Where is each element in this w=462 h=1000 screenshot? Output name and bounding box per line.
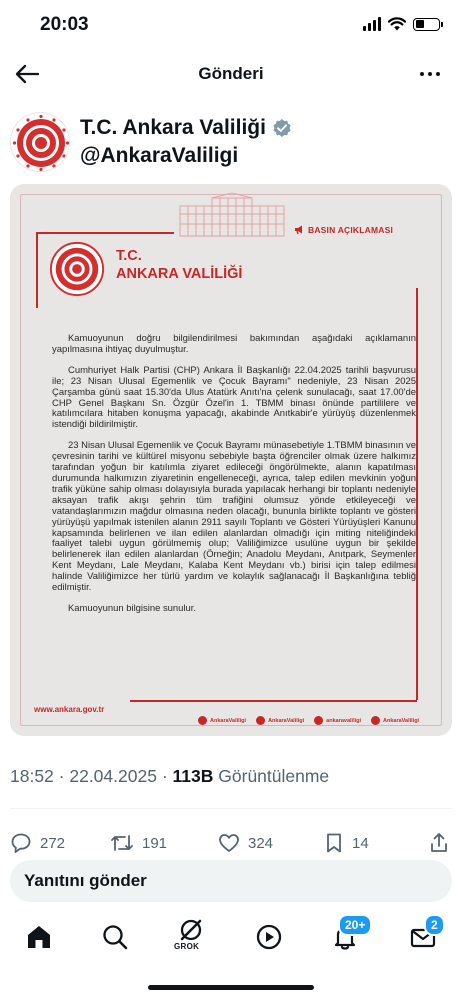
bookmark-count: 14	[352, 834, 369, 852]
post-media-image[interactable]	[10, 184, 452, 736]
cellular-signal-icon	[363, 17, 381, 31]
avatar[interactable]	[10, 112, 70, 172]
repost-button[interactable]	[110, 832, 167, 854]
divider	[10, 808, 452, 809]
ankara-governorship-logo-icon	[48, 240, 106, 298]
header-red-line-left	[36, 232, 174, 234]
status-icons	[363, 17, 440, 31]
notifications-tab[interactable]	[330, 918, 366, 952]
facebook-handle: AnkaraValiligi	[198, 716, 246, 725]
reply-button[interactable]	[10, 832, 65, 854]
bookmark-button[interactable]	[324, 832, 369, 854]
notifications-badge: 20+	[338, 914, 372, 936]
instagram-icon	[314, 716, 323, 725]
reply-input[interactable]	[10, 860, 452, 902]
post-date: 22.04.2025	[69, 766, 157, 786]
reply-placeholder: Yanıtını gönder	[24, 871, 147, 890]
verified-badge-icon	[272, 118, 292, 138]
grok-icon	[176, 918, 206, 942]
account-handle[interactable]: @AnkaraValiligi	[80, 144, 239, 167]
messages-tab[interactable]	[408, 918, 438, 952]
facebook-icon	[198, 716, 207, 725]
post-meta: 18:52 · 22.04.2025 · 113B Görüntülenme	[10, 766, 330, 786]
bottom-tab-bar	[0, 910, 462, 966]
more-options-icon[interactable]	[420, 72, 440, 76]
ankara-governorship-logo-icon	[11, 113, 70, 172]
paragraph: 23 Nisan Ulusal Egemenlik ve Çocuk Bayramı münasebetiyle 1.TBMM binasının ve çevresinin tarihi ve kültürel misyonu sebebiyle başta öğrenciler olmak üzere halkımız tarafından yoğun bir katılımla ziyaret edileceği öngörülmekte, alanın kapatılması durumunda halkımızın ziyaretinin engelleneceği, ayrıca, talep edilen mevkinin yoğun trafik yüküne sahip olması dolayısıyla burada yapılacak herhangi bir toplantı nedeniyle aksayan trafik akışı şehrin tüm trafiğini olumsuz yönde etkileyeceği ve vatandaşlarımızın mağdur olmasına neden olacağı, bununla birlikte toplantı ve gösteri yürüyüşü yapılmak istenilen alanın 2911 sayılı Toplantı ve Gösteri Yürüyüşleri Kanunu kapsamında belirlenen ve ilan edilen alanlardan olmadığı için miting niteliğindeki faaliyet talebi uygun görülmemiş olup; Valiliğimizce usulüne uygun bir şekilde belirlenerek ilan edilen alanlardan (Örneğin; Anadolu Meydanı, Anıtpark, Seymenler Kent Meydanı, Lale Meydanı, Kalaba Kent Meydanı vb.) birisi için talep edilmesi halinde Valiliğimizce her türlü yardım ve kolaylık sağlanacağı İl Başkanlığına tebliğ edilmiştir.	[52, 440, 416, 594]
battery-icon	[413, 18, 440, 31]
youtube-icon	[256, 716, 265, 725]
home-indicator	[148, 985, 314, 990]
x-handle: AnkaraValiligi	[371, 716, 419, 725]
home-icon[interactable]	[24, 922, 54, 952]
document-social-handles	[198, 716, 419, 725]
repost-icon	[110, 832, 134, 854]
megaphone-icon	[294, 224, 305, 235]
repost-count: 191	[142, 834, 168, 852]
search-icon[interactable]	[100, 922, 130, 952]
post-actions	[0, 828, 462, 858]
document-website: www.ankara.gov.tr	[34, 705, 105, 714]
status-time: 20:03	[40, 14, 89, 35]
wifi-icon	[388, 17, 406, 31]
share-button[interactable]	[428, 832, 450, 854]
x-icon	[371, 716, 380, 725]
press-release-label: BASIN AÇIKLAMASI	[308, 225, 394, 235]
youtube-handle: AnkaraValiligi	[256, 716, 304, 725]
bookmark-icon	[324, 832, 344, 854]
post-author[interactable]	[0, 108, 462, 174]
document-brand-line1: T.C.	[116, 248, 142, 264]
heart-icon	[218, 832, 240, 854]
instagram-handle: ankaravaliligi	[314, 716, 361, 725]
account-name[interactable]	[80, 116, 292, 140]
video-play-icon[interactable]	[254, 922, 284, 952]
page-title: Gönderi	[198, 64, 264, 83]
views-label: Görüntülenme	[218, 766, 330, 786]
right-red-line	[416, 288, 418, 700]
top-app-bar	[0, 52, 462, 96]
document-brand-line2: ANKARA VALİLİĞİ	[116, 266, 243, 282]
paragraph: Kamuoyunun doğru bilgilendirilmesi bakımından aşağıdaki açıklamanın yapılmasına ihtiyaç duyulmuştur.	[52, 333, 416, 355]
left-red-line	[36, 232, 38, 308]
grok-tab[interactable]	[174, 918, 206, 951]
like-count: 324	[248, 834, 274, 852]
bottom-red-line	[130, 700, 417, 702]
messages-badge: 2	[424, 914, 445, 936]
press-release-body	[52, 334, 416, 625]
paragraph: Kamuoyunun bilgisine sunulur.	[68, 602, 197, 614]
views-count: 113B	[172, 766, 214, 786]
post-time: 18:52	[10, 766, 54, 786]
grok-label: GROK	[174, 942, 200, 951]
status-bar	[0, 0, 462, 52]
share-icon	[428, 832, 450, 854]
paragraph: Cumhuriyet Halk Partisi (CHP) Ankara İl Başkanlığı 22.04.2025 tarihli başvurusu ile; 23 Nisan Ulusal Egemenlik ve Çocuk Bayramı" nedeniyle, 23 Nisan 2025 Çarşamba günü saat 15.30'da Ulus Atatürk Anıtı'na çelenk sunulacağı, saat 17.00'de CHP Genel Başkanı Sn. Özgür Özel'in 1. TBMM binası önünde partililere ve katılımcılara hitaben konuşma yapacağı, akabinde Anıtkabir'e yürüyüş düzenlenmek istendiği bildirilmiştir.	[52, 364, 416, 431]
reply-count: 272	[40, 834, 66, 852]
like-button[interactable]	[218, 832, 273, 854]
account-name-text: T.C. Ankara Valiliği	[80, 116, 266, 139]
tbmm-building-illustration	[174, 192, 290, 238]
reply-bubble-icon	[10, 832, 32, 854]
